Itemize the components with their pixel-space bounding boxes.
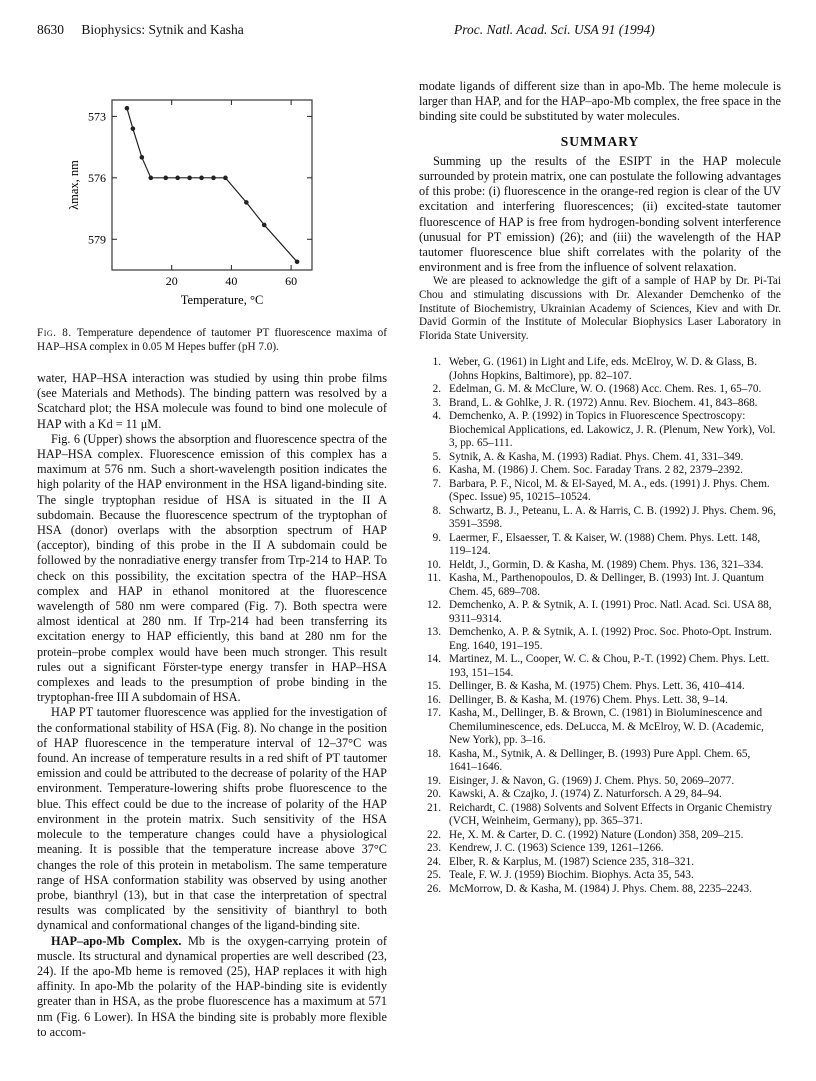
- reference-list: [419, 356, 781, 896]
- reference-number: 21.: [427, 801, 441, 814]
- reference-item: [419, 694, 781, 708]
- reference-text: Kasha, M., Sytnik, A. & Dellinger, B. (1993) Pure Appl. Chem. 65, 1641–1646.: [449, 747, 751, 774]
- paragraph: HAP PT tautomer fluorescence was applied for the investigation of the conformational stability of HSA (Fig. 8). No change in the position of HAP fluorescence in the temperature interval of 12–37°C was found. An increase of temperature results in a red shift of PT tautomer emission and could be attributed to the decrease of polarity of the HAP environment. Temperature-lowering shifts probe fluorescence to the blue. This effect could be due to the increase of polarity of the HAP environment in the protein matrix. Such sensitivity of the HSA molecule to the temperature changes could have a physiological meaning. It is possible that the temperature increase above 37°C changes the role of this protein in metabolism. The same temperature range of HSA conformation stability was observed by using another probe, bianthryl (13), but in that case the interpretation of spectral results was complicated by the sensitivity of bianthryl to both dynamical and conformational changes of the ligand-binding site.: [37, 705, 387, 933]
- summary-heading: SUMMARY: [560, 133, 640, 149]
- section-title: Biophysics: Sytnik and Kasha: [81, 22, 244, 37]
- journal-citation: Proc. Natl. Acad. Sci. USA 91 (1994): [454, 22, 655, 37]
- reference-item: [419, 626, 781, 653]
- reference-item: [419, 788, 781, 802]
- reference-text: Elber, R. & Karplus, M. (1987) Science 235, 318–321.: [449, 855, 695, 868]
- reference-number: 13.: [427, 626, 441, 639]
- reference-number: 22.: [427, 828, 441, 841]
- data-point: [223, 176, 228, 181]
- reference-number: 16.: [427, 693, 441, 706]
- reference-item: [419, 802, 781, 829]
- reference-item: [419, 505, 781, 532]
- y-tick-label: 576: [88, 170, 106, 185]
- subsection-heading: HAP–apo-Mb Complex.: [51, 933, 182, 948]
- data-point: [244, 200, 249, 205]
- reference-item: [419, 532, 781, 559]
- reference-item: [419, 775, 781, 789]
- reference-item: [419, 883, 781, 897]
- paragraph: modate ligands of different size than in apo-Mb. The heme molecule is larger than HAP, and for the HAP–apo-Mb complex, the free space in the binding site could be substituted by water molecules.: [419, 79, 781, 124]
- paragraph: water, HAP–HSA interaction was studied by using thin probe films (see Materials and Methods). The binding pattern was resolved by a Scatchard plot; the HSA molecule was found to bind one molecule of HAP with a Kd = 11 μM.: [37, 371, 387, 431]
- data-line: [127, 108, 297, 262]
- reference-number: 24.: [427, 855, 441, 868]
- reference-number: 20.: [427, 788, 441, 801]
- reference-number: 26.: [427, 882, 441, 895]
- reference-number: 3.: [432, 396, 441, 409]
- acknowledgments: We are pleased to acknowledge the gift of a sample of HAP by Dr. Pi-Tai Chou and stimulating discussions with Dr. Alexander Demchenko of the Institute of Biochemistry, Ukrainian Academy of Sciences, Kiev and with Dr. David Gormin of the Institute of Molecular Biophysics Laser Laboratory in Florida State University.: [419, 275, 781, 342]
- paragraph-text: Mb is the oxygen-carrying protein of muscle. Its structural and dynamical properties are well described (23, 24). If the apo-Mb heme is removed (25), HAP replaces it with high affinity. In apo-Mb the polarity of the HAP-binding site is evidently greater than in HSA, as the probe fluorescence has a maximum at 571 nm (Fig. 6 Lower). In HSA the binding site is probably more flexible to accom-: [37, 933, 387, 1039]
- reference-item: [419, 869, 781, 883]
- data-point: [175, 176, 180, 181]
- reference-number: 14.: [427, 653, 441, 666]
- y-tick-label: 579: [88, 232, 106, 247]
- reference-item: [419, 559, 781, 573]
- reference-text: Teale, F. W. J. (1959) Biochim. Biophys. Acta 35, 543.: [449, 869, 694, 882]
- data-point: [149, 176, 154, 181]
- reference-item: [419, 572, 781, 599]
- reference-number: 12.: [427, 599, 441, 612]
- reference-text: Kendrew, J. C. (1963) Science 139, 1261–1266.: [449, 842, 664, 855]
- data-point: [262, 223, 267, 228]
- reference-number: 4.: [432, 410, 441, 423]
- summary-paragraph: Summing up the results of the ESIPT in the HAP molecule surrounded by protein matrix, one can postulate the following advantages of this probe: (i) fluorescence in the orange-red region is clear of the UV excitation and interfering fluorescences; (ii) excited-state tautomer fluorescence of HAP is free from hydrogen-bonding solvent interference (unusual for PT emission) (26); and (iii) the wavelength of the HAP tautomer fluorescence blue shift correlates with the polarity of the environment and is free from the influence of solvent relaxation.: [419, 153, 781, 275]
- reference-item: [419, 856, 781, 870]
- reference-text: Kawski, A. & Czajko, J. (1974) Z. Naturforsch. A 29, 84–94.: [449, 788, 722, 801]
- reference-text: Kasha, M., Parthenopoulos, D. & Dellinger, B. (1993) Int. J. Quantum Chem. 45, 689–708.: [449, 572, 764, 598]
- reference-number: 2.: [432, 383, 441, 396]
- reference-item: [419, 653, 781, 680]
- right-column: [419, 79, 781, 896]
- reference-item: [419, 356, 781, 383]
- data-point: [163, 176, 168, 181]
- reference-text: Laermer, F., Elsaesser, T. & Kaiser, W. (1988) Chem. Phys. Lett. 148, 119–124.: [449, 531, 761, 558]
- caption-text: Temperature dependence of tautomer PT fluorescence maxima of HAP–HSA complex in 0.05 M Hepes buffer (pH 7.0).: [37, 327, 387, 353]
- data-point: [140, 155, 145, 160]
- reference-item: [419, 707, 781, 748]
- reference-number: 8.: [432, 504, 441, 517]
- x-tick-label: 40: [225, 274, 238, 288]
- reference-number: 11.: [427, 572, 441, 585]
- reference-text: McMorrow, D. & Kasha, M. (1984) J. Phys. Chem. 88, 2235–2243.: [449, 882, 752, 895]
- reference-text: He, X. M. & Carter, D. C. (1992) Nature (London) 358, 209–215.: [449, 828, 744, 841]
- reference-text: Dellinger, B. & Kasha, M. (1975) Chem. Phys. Lett. 36, 410–414.: [449, 680, 745, 693]
- reference-text: Weber, G. (1961) in Light and Life, eds. McElroy, W. D. & Glass, B. (Johns Hopkins, Baltimore), pp. 82–107.: [449, 356, 758, 382]
- reference-item: [419, 464, 781, 478]
- x-tick-label: 60: [285, 274, 298, 288]
- reference-text: Kasha, M., Dellinger, B. & Brown, C. (1981) in Bioluminescence and Chemiluminescence, eds. DeLucca, M. & McElroy, W. D. (Academic, New York), pp. 3–16.: [449, 707, 764, 747]
- reference-number: 17.: [427, 707, 441, 720]
- left-column: [37, 371, 387, 1040]
- reference-number: 15.: [427, 680, 441, 693]
- data-point: [131, 126, 136, 131]
- paragraph: [37, 934, 387, 1040]
- figure-8: [62, 90, 332, 315]
- reference-number: 6.: [432, 464, 441, 477]
- reference-item: [419, 451, 781, 465]
- y-axis-label: λmax, nm: [67, 160, 81, 210]
- reference-text: Demchenko, A. P. & Sytnik, A. I. (1991) Proc. Natl. Acad. Sci. USA 88, 9311–9314.: [449, 599, 772, 625]
- reference-text: Reichardt, C. (1988) Solvents and Solvent Effects in Organic Chemistry (VCH, Weinheim, Germany), pp. 365–371.: [449, 801, 773, 828]
- reference-text: Schwartz, B. J., Peteanu, L. A. & Harris, C. B. (1992) J. Phys. Chem. 96, 3591–3598.: [449, 504, 776, 531]
- reference-item: [419, 397, 781, 411]
- reference-item: [419, 829, 781, 843]
- reference-number: 5.: [432, 450, 441, 463]
- figure-8-caption: [37, 326, 387, 354]
- reference-item: [419, 383, 781, 397]
- reference-text: Barbara, P. F., Nicol, M. & El-Sayed, M. A., eds. (1991) J. Phys. Chem. (Spec. Issue) 95, 10215–10524.: [449, 477, 770, 504]
- reference-text: Sytnik, A. & Kasha, M. (1993) Radiat. Phys. Chem. 41, 331–349.: [449, 450, 744, 463]
- reference-item: [419, 680, 781, 694]
- x-tick-label: 20: [165, 274, 178, 288]
- x-axis-label: Temperature, °C: [180, 293, 264, 307]
- reference-text: Brand, L. & Gohlke, J. R. (1972) Annu. Rev. Biochem. 41, 843–868.: [449, 396, 758, 409]
- reference-item: [419, 748, 781, 775]
- caption-label: Fig. 8.: [37, 327, 72, 339]
- y-tick-label: 573: [88, 109, 106, 124]
- page-number: 8630: [37, 22, 64, 37]
- reference-text: Martinez, M. L., Cooper, W. C. & Chou, P.-T. (1992) Chem. Phys. Lett. 193, 151–154.: [449, 653, 770, 679]
- reference-number: 18.: [427, 747, 441, 760]
- reference-number: 1.: [432, 356, 441, 369]
- running-header-left: [37, 22, 244, 38]
- reference-text: Demchenko, A. P. (1992) in Topics in Fluorescence Spectroscopy: Biochemical Applications, ed. Lakowicz, J. R. (Plenum, New York), Vol. 3, pp. 65–111.: [449, 410, 776, 450]
- reference-item: [419, 599, 781, 626]
- data-point: [187, 176, 192, 181]
- reference-number: 10.: [427, 558, 441, 571]
- data-point: [199, 176, 204, 181]
- reference-item: [419, 410, 781, 451]
- data-point: [125, 106, 130, 111]
- reference-text: Kasha, M. (1986) J. Chem. Soc. Faraday Trans. 2 82, 2379–2392.: [449, 464, 743, 477]
- paragraph: Fig. 6 (Upper) shows the absorption and fluorescence spectra of the HAP–HSA complex. Fluorescence emission of this complex has a maximum at 576 nm. Such a short-wavelength position indicates the high polarity of the HAP environment in the HSA ligand-binding site. The single tryptophan residue of HSA is situated in the II A subdomain. Because the fluorescence spectrum of the tryptophan of HSA (donor) overlaps with the absorption spectrum of HAP (acceptor), binding of this probe in the II A subdomain could be followed by the nonradiative energy transfer from Trp-214 to HAP. To check on this possibility, the excitation spectra of the HAP–HSA complex and HAP in ethanol monitored at the fluorescence wavelength of 580 nm were compared (Fig. 7). Both spectra were almost identical at 280 nm. If Trp-214 had been transferring its excitation energy to HAP efficiently, this band at 280 nm for the protein–probe complex would have been much stronger. This result rules out a significant Förster-type energy transfer in HAP–HSA complexes and leads to the presumption of probe binding in the tryptophan-free III A subdomain of HSA.: [37, 431, 387, 705]
- data-point: [295, 260, 300, 265]
- reference-item: [419, 842, 781, 856]
- reference-number: 23.: [427, 842, 441, 855]
- reference-text: Demchenko, A. P. & Sytnik, A. I. (1992) Proc. Soc. Photo-Opt. Instrum. Eng. 1640, 191–195.: [449, 626, 772, 652]
- reference-item: [419, 478, 781, 505]
- reference-text: Eisinger, J. & Navon, G. (1969) J. Chem. Phys. 50, 2069–2077.: [449, 774, 735, 787]
- reference-number: 19.: [427, 774, 441, 787]
- data-point: [211, 176, 216, 181]
- figure-8-chart: [62, 90, 332, 310]
- reference-number: 7.: [432, 477, 441, 490]
- reference-text: Heldt, J., Gormin, D. & Kasha, M. (1989) Chem. Phys. 136, 321–334.: [449, 558, 764, 571]
- reference-text: Edelman, G. M. & McClure, W. O. (1968) Acc. Chem. Res. 1, 65–70.: [449, 383, 762, 396]
- reference-text: Dellinger, B. & Kasha, M. (1976) Chem. Phys. Lett. 38, 9–14.: [449, 693, 728, 706]
- reference-number: 25.: [427, 869, 441, 882]
- reference-number: 9.: [432, 531, 441, 544]
